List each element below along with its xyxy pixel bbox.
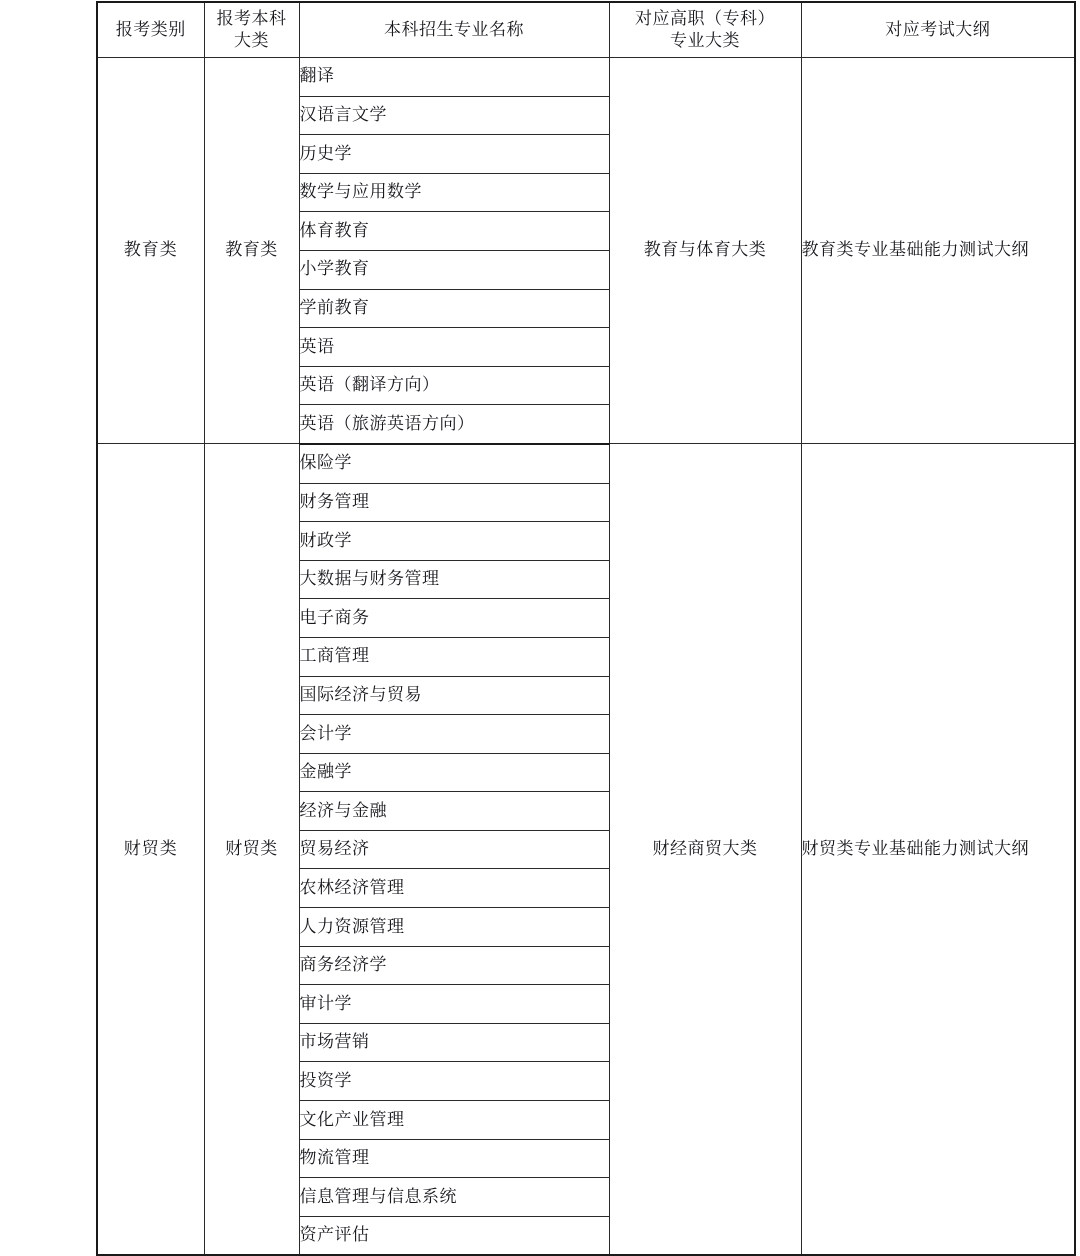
cell-major-name: 物流管理 bbox=[299, 1139, 609, 1178]
column-header-syllabus: 对应考试大纲 bbox=[801, 2, 1075, 58]
cell-major-name: 财政学 bbox=[299, 522, 609, 561]
cell-major-name: 商务经济学 bbox=[299, 946, 609, 985]
cell-major-name: 信息管理与信息系统 bbox=[299, 1178, 609, 1217]
table-header-row bbox=[97, 2, 1075, 58]
cell-major-name: 国际经济与贸易 bbox=[299, 676, 609, 715]
cell-syllabus: 教育类专业基础能力测试大纲 bbox=[801, 58, 1075, 444]
cell-major-name: 汉语言文学 bbox=[299, 96, 609, 135]
column-header-undergrad-category-line1: 报考本科 bbox=[216, 8, 287, 29]
cell-major-name: 学前教育 bbox=[299, 289, 609, 328]
major-admissions-table bbox=[96, 1, 1076, 1256]
cell-major-name: 金融学 bbox=[299, 753, 609, 792]
cell-major-name: 市场营销 bbox=[299, 1023, 609, 1062]
table-row bbox=[97, 444, 1075, 483]
cell-undergrad-category: 教育类 bbox=[204, 58, 299, 444]
cell-major-name: 财务管理 bbox=[299, 483, 609, 522]
column-header-vocational-category-line2: 专业大类 bbox=[670, 31, 740, 51]
cell-major-name: 投资学 bbox=[299, 1062, 609, 1101]
cell-exam-category: 教育类 bbox=[97, 58, 204, 444]
cell-major-name: 工商管理 bbox=[299, 637, 609, 676]
cell-major-name: 大数据与财务管理 bbox=[299, 560, 609, 599]
cell-major-name: 人力资源管理 bbox=[299, 908, 609, 947]
column-header-undergrad-category bbox=[204, 2, 299, 58]
cell-major-name: 历史学 bbox=[299, 135, 609, 174]
column-header-vocational-category-line1: 对应高职（专科） bbox=[635, 8, 775, 29]
column-header-vocational-category bbox=[609, 2, 801, 58]
cell-major-name: 农林经济管理 bbox=[299, 869, 609, 908]
cell-major-name: 翻译 bbox=[299, 58, 609, 97]
cell-major-name: 英语（翻译方向） bbox=[299, 366, 609, 405]
table-body bbox=[97, 58, 1075, 1256]
cell-vocational-category: 教育与体育大类 bbox=[609, 58, 801, 444]
cell-major-name: 审计学 bbox=[299, 985, 609, 1024]
column-header-undergrad-category-line2: 大类 bbox=[234, 31, 269, 51]
cell-undergrad-category: 财贸类 bbox=[204, 444, 299, 1255]
cell-major-name: 英语（旅游英语方向） bbox=[299, 405, 609, 444]
cell-major-name: 资产评估 bbox=[299, 1216, 609, 1255]
column-header-exam-category: 报考类别 bbox=[97, 2, 204, 58]
cell-major-name: 英语 bbox=[299, 328, 609, 367]
cell-major-name: 小学教育 bbox=[299, 250, 609, 289]
cell-major-name: 贸易经济 bbox=[299, 830, 609, 869]
cell-major-name: 电子商务 bbox=[299, 599, 609, 638]
cell-major-name: 保险学 bbox=[299, 444, 609, 483]
cell-major-name: 会计学 bbox=[299, 715, 609, 754]
cell-exam-category: 财贸类 bbox=[97, 444, 204, 1255]
cell-major-name: 体育教育 bbox=[299, 212, 609, 251]
column-header-major-name: 本科招生专业名称 bbox=[299, 2, 609, 58]
cell-major-name: 文化产业管理 bbox=[299, 1101, 609, 1140]
cell-vocational-category: 财经商贸大类 bbox=[609, 444, 801, 1255]
cell-major-name: 数学与应用数学 bbox=[299, 173, 609, 212]
cell-major-name: 经济与金融 bbox=[299, 792, 609, 831]
cell-syllabus: 财贸类专业基础能力测试大纲 bbox=[801, 444, 1075, 1255]
table-row bbox=[97, 58, 1075, 97]
